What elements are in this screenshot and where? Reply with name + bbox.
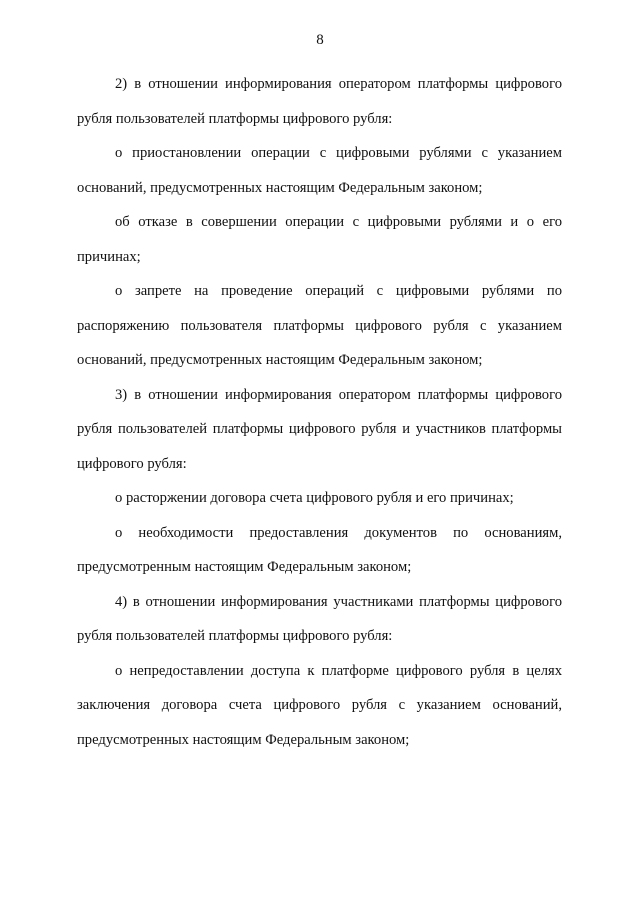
paragraph-prohibition: о запрете на проведение операций с цифровыми рублями по распоряжению пользователя платформы цифрового рубля с указанием оснований, предусмотренных настоящим Федеральным законом; bbox=[77, 283, 562, 368]
page-number: 8 bbox=[316, 32, 324, 48]
paragraph-termination: о расторжении договора счета цифрового рубля и его причинах; bbox=[115, 490, 514, 506]
paragraph-suspension: о приостановлении операции с цифровыми рублями с указанием оснований, предусмотренных настоящим Федеральным законом; bbox=[77, 145, 562, 196]
document-body bbox=[77, 67, 562, 757]
paragraph-documents: о необходимости предоставления документов по основаниям, предусмотренным настоящим Федеральным законом; bbox=[77, 524, 562, 575]
paragraph-item-2: 2) в отношении информирования оператором платформы цифрового рубля пользователей платформы цифрового рубля: bbox=[77, 76, 562, 127]
paragraph-item-4: 4) в отношении информирования участниками платформы цифрового рубля пользователей платформы цифрового рубля: bbox=[77, 593, 562, 644]
paragraph-item-3: 3) в отношении информирования оператором платформы цифрового рубля пользователей платформы цифрового рубля и участников платформы цифрового рубля: bbox=[77, 386, 562, 472]
paragraph-refusal: об отказе в совершении операции с цифровыми рублями и о его причинах; bbox=[77, 214, 562, 265]
paragraph-access-denial: о непредоставлении доступа к платформе цифрового рубля в целях заключения договора счета цифрового рубля с указанием оснований, предусмотренных настоящим Федеральным законом; bbox=[77, 662, 562, 748]
